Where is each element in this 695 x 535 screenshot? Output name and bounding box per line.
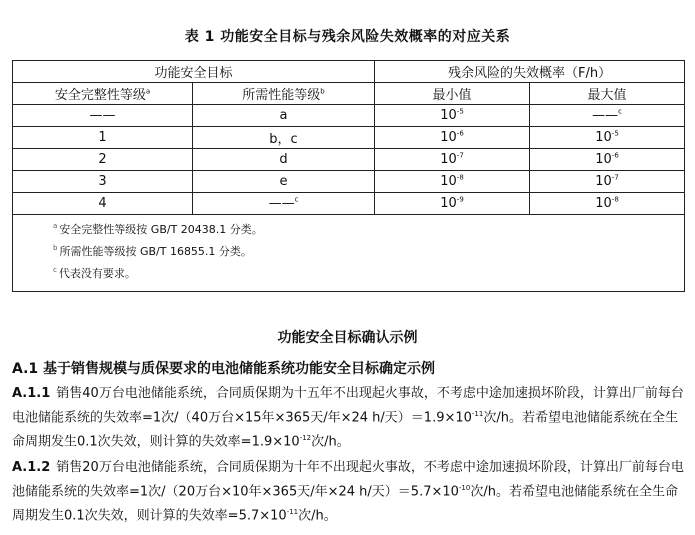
- table-notes-row: [13, 215, 685, 292]
- paragraph-number: A.1.1: [12, 386, 51, 401]
- cell-pl: d: [193, 149, 375, 171]
- table-notes: [13, 215, 685, 292]
- cell-max: ——$^c$: [530, 105, 685, 127]
- cell-min: $10^{-7}$: [375, 149, 530, 171]
- cell-sil: 3: [13, 171, 193, 193]
- column-header-sil: 安全完整性等级$^a$: [13, 83, 193, 105]
- cell-pl: ——$^c$: [193, 193, 375, 215]
- cell-min: $10^{-8}$: [375, 171, 530, 193]
- table-note: $^a$ 安全完整性等级按 GB/T 20438.1 分类。: [53, 222, 263, 236]
- table-title: 表 1 功能安全目标与残余风险失效概率的对应关系: [184, 29, 511, 45]
- cell-pl: a: [193, 105, 375, 127]
- cell-pl: e: [193, 171, 375, 193]
- table-row: [13, 105, 685, 127]
- table-row: [13, 127, 685, 149]
- table-column-header-row: [13, 83, 685, 105]
- table-row: [13, 171, 685, 193]
- column-header-min: 最小值: [375, 83, 530, 105]
- group-header-right: 残余风险的失效概率（F/h）: [375, 61, 685, 83]
- cell-sil: 1: [13, 127, 193, 149]
- section-title: 功能安全目标确认示例: [277, 330, 418, 346]
- cell-max: $10^{-8}$: [530, 193, 685, 215]
- paragraph-a11: A.1.1 销售40万台电池储能系统，合同质保期为十五年不出现起火事故，不考虑中途加速损坏阶段，计算出厂前每台电池储能系统的失效率=1次/（40万台×15年×365天/年×24 h/天）$=1.9\times 10^{-11}$次/h。若希望电池储能系统在全生命周期发生0.1次失效，则计算的失效率$=1.9\times 10^{-12}$次/h。: [12, 386, 684, 450]
- cell-max: $10^{-5}$: [530, 127, 685, 149]
- table-row: [13, 149, 685, 171]
- table-group-header-row: [13, 61, 685, 83]
- cell-min: $10^{-5}$: [375, 105, 530, 127]
- safety-target-table: [12, 60, 685, 292]
- column-header-max: 最大值: [530, 83, 685, 105]
- group-header-left: 功能安全目标: [13, 61, 375, 83]
- cell-max: $10^{-7}$: [530, 171, 685, 193]
- cell-sil: 2: [13, 149, 193, 171]
- table-note: $^b$ 所需性能等级按 GB/T 16855.1 分类。: [53, 244, 252, 258]
- cell-sil: ——: [13, 105, 193, 127]
- paragraph-number: A.1.2: [12, 460, 51, 475]
- column-header-pl: 所需性能等级$^b$: [193, 83, 375, 105]
- cell-max: $10^{-6}$: [530, 149, 685, 171]
- cell-min: $10^{-9}$: [375, 193, 530, 215]
- cell-min: $10^{-6}$: [375, 127, 530, 149]
- cell-pl: b，c: [193, 127, 375, 149]
- table-row: [13, 193, 685, 215]
- table-note: $^c$ 代表没有要求。: [53, 266, 136, 280]
- cell-sil: 4: [13, 193, 193, 215]
- paragraph-a12: A.1.2 销售20万台电池储能系统，合同质保期为十年不出现起火事故，不考虑中途加速损坏阶段，计算出厂前每台电池储能系统的失效率=1次/（20万台×10年×365天/年×24 h/天）$=5.7\times 10^{-10}$次/h。若希望电池储能系统在全生命周期发生0.1次失效，则计算的失效率$=5.7\times 10^{-11}$次/h。: [12, 460, 684, 524]
- sub-heading: A.1 基于销售规模与质保要求的电池储能系统功能安全目标确定示例: [12, 361, 436, 377]
